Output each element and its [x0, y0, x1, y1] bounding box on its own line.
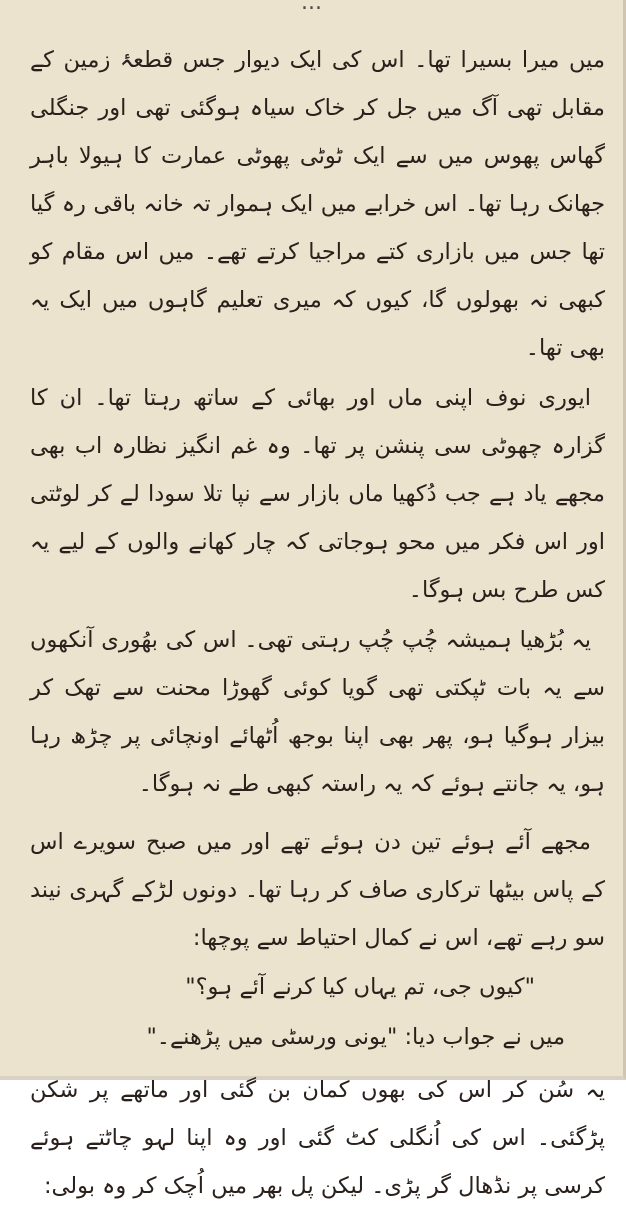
- paragraph-2: ایوری نوف اپنی ماں اور بھائی کے ساتھ رہتا تھا۔ ان کا گزارہ چھوٹی سی پنشن پر تھا۔ وہ غم انگیز نظارہ اب بھی مجھے یاد ہے جب دُکھیا ماں بازار سے نپا تلا سودا لے کر لوٹتی اور اس فکر میں محو ہوجاتی کہ چار کھانے والوں کے لیے یہ کس طرح بس ہوگا۔: [30, 385, 605, 603]
- dialogue-answer: میں نے جواب دیا: "یونی ورسٹی میں پڑھنے۔": [146, 1024, 565, 1050]
- paragraph-1: میں میرا بسیرا تھا۔ اس کی ایک دیوار جس قطعۂ زمین کے مقابل تھی آگ میں جل کر خاک سیاہ ہوگئی تھی اور جنگلی گھاس پھوس میں سے ایک ٹوٹی پھوٹی عمارت کا ہیولا باہر جھانک رہا تھا۔ اس خرابے میں ایک ہموار تہ خانہ باقی رہ گیا تھا جس میں بازاری کتے مراجیا کرتے تھے۔ میں اس مقام کو کبھی نہ بھولوں گا، کیوں کہ میری تعلیم گاہوں میں ایک یہ بھی تھا۔: [30, 47, 605, 361]
- dialogue-question: "کیوں جی، تم یہاں کیا کرنے آئے ہو؟": [185, 974, 535, 1000]
- page-text-body: [30, 36, 605, 1210]
- page-header-cut: ...: [301, 0, 322, 15]
- paragraph-5: یہ سُن کر اس کی بھوں کمان بن گئی اور ماتھے پر شکن پڑگئی۔ اس کی اُنگلی کٹ گئی اور وہ اپنا لہو چاٹتے ہوئے کرسی پر نڈھال گر پڑی۔ لیکن پل بھر میں اُچک کر وہ بولی:: [30, 1077, 605, 1199]
- paragraph-4: مجھے آئے ہوئے تین دن ہوئے تھے اور میں صبح سویرے اس کے پاس بیٹھا ترکاری صاف کر رہا تھا۔ دونوں لڑکے گہری نیند سو رہے تھے، اس نے کمال احتیاط سے پوچھا:: [30, 829, 605, 951]
- paragraph-3: یہ بُڑھیا ہمیشہ چُپ چُپ رہتی تھی۔ اس کی بھُوری آنکھوں سے یہ بات ٹپکتی تھی گویا کوئی گھوڑا محنت سے تھک کر بیزار ہوگیا ہو، پھر بھی اپنا بوجھ اُٹھائے اونچائی پر چڑھ رہا ہو، یہ جانتے ہوئے کہ یہ راستہ کبھی طے نہ ہوگا۔: [30, 627, 605, 797]
